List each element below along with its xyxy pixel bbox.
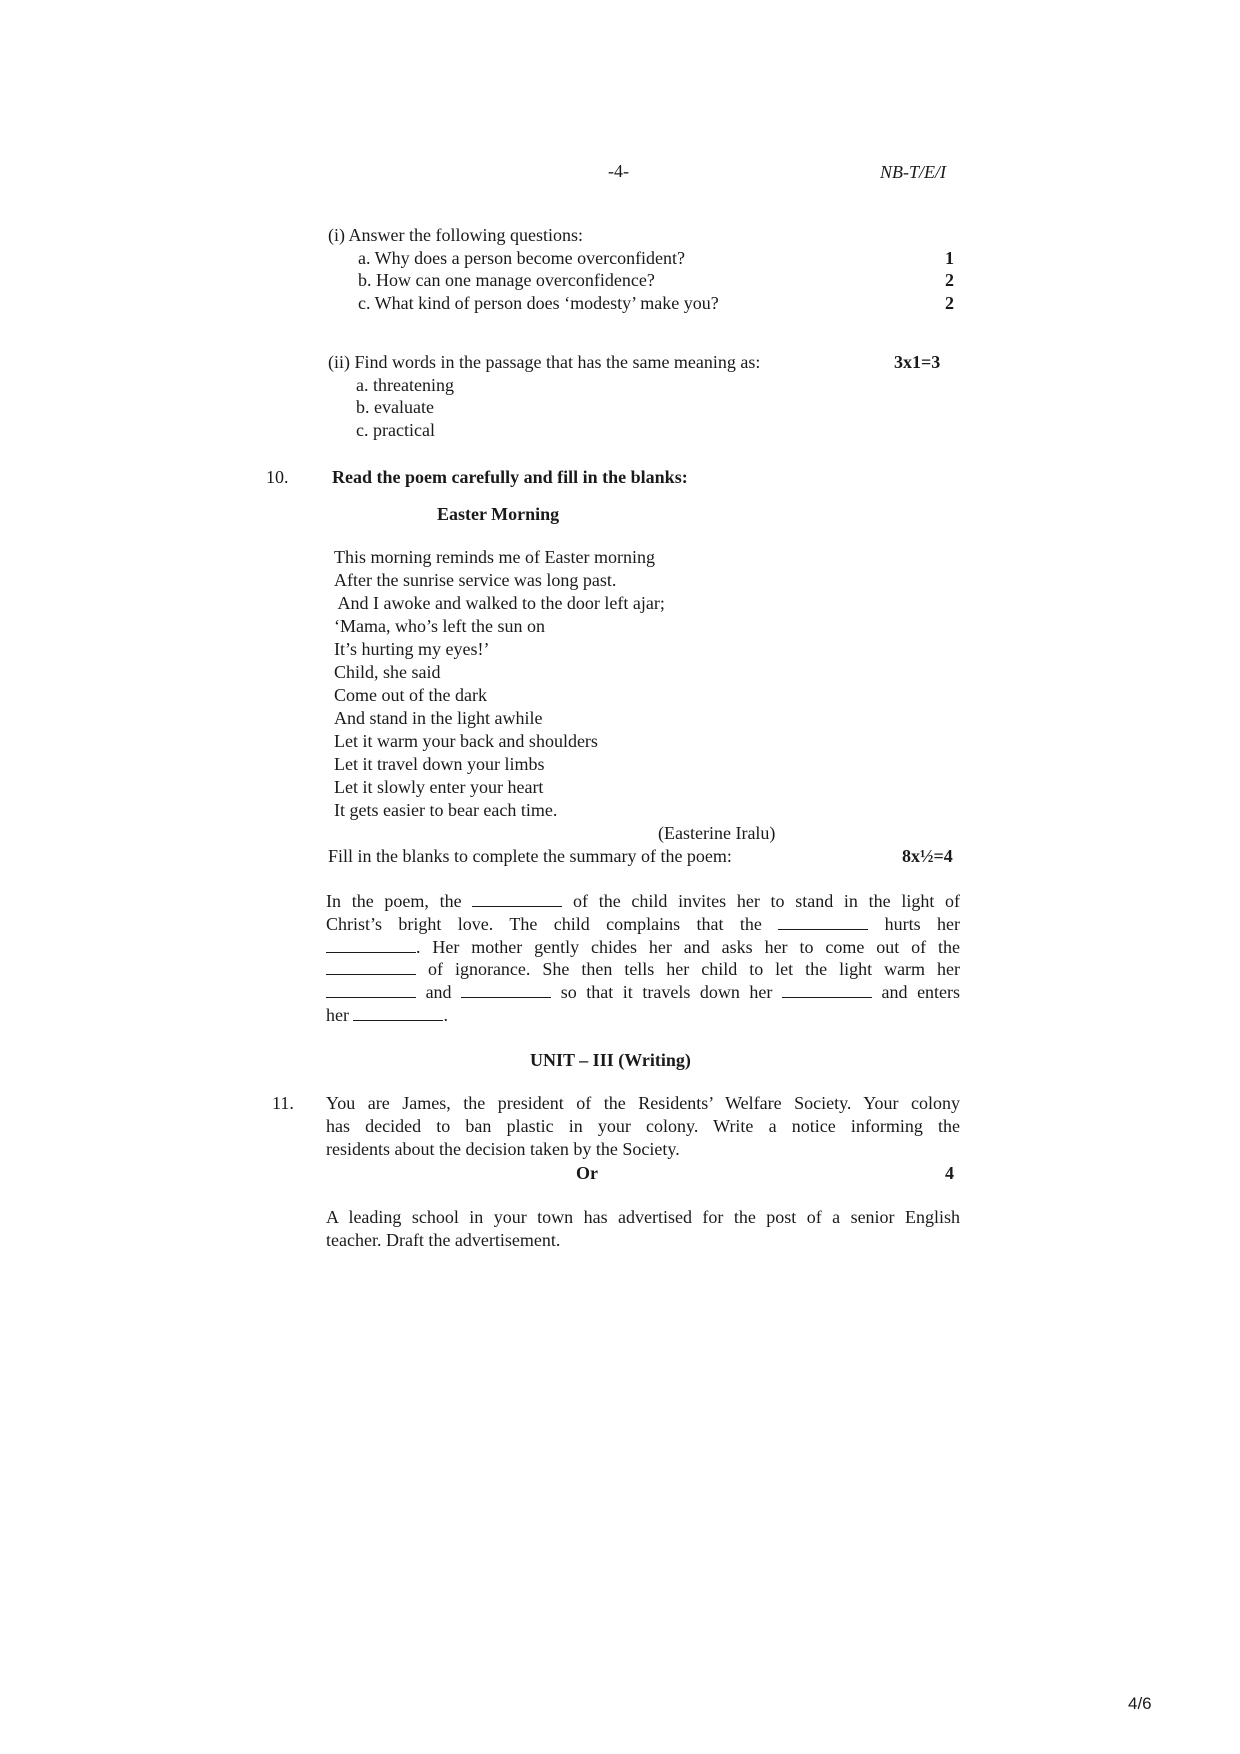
poem-line: It’s hurting my eyes!’ — [334, 639, 490, 659]
poem-line: Let it slowly enter your heart — [334, 777, 544, 797]
q-ii-item-a: a. threatening — [356, 375, 454, 395]
q11-marks: 4 — [945, 1163, 954, 1183]
q-ii-item-c: c. practical — [356, 420, 435, 440]
summary-line — [326, 958, 960, 981]
fill-marks: 8x½=4 — [902, 846, 953, 866]
blank-field[interactable] — [472, 890, 562, 907]
poem-line: Child, she said — [334, 662, 441, 682]
blank-field[interactable] — [778, 913, 868, 930]
blank-field[interactable] — [326, 936, 416, 953]
blank-field[interactable] — [461, 981, 551, 998]
summary-text: and enters — [881, 982, 961, 1003]
or-label: Or — [576, 1163, 598, 1183]
q-ii-marks: 3x1=3 — [894, 352, 941, 372]
poem-line: After the sunrise service was long past. — [334, 570, 617, 590]
blank-field[interactable] — [782, 981, 872, 998]
q-ii-title: (ii) Find words in the passage that has the same meaning as: — [328, 352, 761, 372]
q11-alt-text — [326, 1206, 960, 1252]
q10-number: 10. — [266, 467, 289, 487]
blank-field[interactable] — [353, 1004, 443, 1021]
summary-line — [326, 890, 960, 913]
q-i-item-a-marks: 1 — [945, 248, 954, 268]
fill-instruction: Fill in the blanks to complete the summary of the poem: — [328, 846, 732, 866]
poem-line: Let it warm your back and shoulders — [334, 731, 598, 751]
page-fraction: 4/6 — [1128, 1694, 1152, 1713]
q11-line: has decided to ban plastic in your colony. Write a notice informing the — [326, 1115, 960, 1136]
summary-line — [326, 913, 960, 936]
poem-line: This morning reminds me of Easter morning — [334, 547, 655, 567]
summary-text: so that it travels down her — [560, 982, 773, 1003]
paper-code: NB-T/E/I — [880, 162, 946, 182]
poem-line: ‘Mama, who’s left the sun on — [334, 616, 545, 636]
q11-alt-line: teacher. Draft the advertisement. — [326, 1229, 561, 1250]
unit-title: UNIT – III (Writing) — [530, 1050, 691, 1070]
q11-text — [326, 1092, 960, 1160]
summary-text: of ignorance. She then tells her child to let the light warm her — [427, 959, 961, 980]
q-ii-item-b: b. evaluate — [356, 397, 434, 417]
summary-line — [326, 936, 960, 959]
q-i-item-b: b. How can one manage overconfidence? — [358, 270, 655, 290]
poem-line: Come out of the dark — [334, 685, 487, 705]
q11-alt-line: A leading school in your town has advertised for the post of a senior English — [326, 1207, 960, 1227]
poem-line: And I awoke and walked to the door left ajar; — [334, 593, 665, 613]
summary-text: her — [326, 1004, 349, 1025]
page-label: -4- — [608, 161, 629, 181]
q11-line: You are James, the president of the Residents’ Welfare Society. Your colony — [326, 1093, 960, 1113]
summary-text: In the poem, the — [326, 891, 462, 911]
poem-summary — [326, 890, 960, 1027]
blank-field[interactable] — [326, 958, 416, 975]
poem-line: It gets easier to bear each time. — [334, 800, 558, 820]
summary-line — [326, 981, 960, 1004]
summary-text: . Her mother gently chides her and asks her to come out of the — [416, 936, 960, 957]
summary-line — [326, 1004, 960, 1027]
q10-instruction: Read the poem carefully and fill in the blanks: — [332, 467, 688, 487]
poem-title: Easter Morning — [437, 504, 560, 524]
q-i-item-a: a. Why does a person become overconfident? — [358, 248, 686, 268]
summary-text: of the child invites her to stand in the light of — [573, 891, 961, 911]
q-i-item-c: c. What kind of person does ‘modesty’ make you? — [358, 293, 719, 313]
summary-text: Christ’s bright love. The child complains that the — [326, 913, 762, 934]
q-i-item-b-marks: 2 — [945, 270, 954, 290]
summary-text: hurts her — [884, 913, 960, 934]
summary-text: . — [443, 1004, 448, 1025]
q-i-title: (i) Answer the following questions: — [328, 225, 583, 245]
q11-line: residents about the decision taken by the Society. — [326, 1138, 680, 1159]
q11-number: 11. — [272, 1093, 294, 1113]
blank-field[interactable] — [326, 981, 416, 998]
q-i-item-c-marks: 2 — [945, 293, 954, 313]
poem-line: Let it travel down your limbs — [334, 754, 545, 774]
poem-line: And stand in the light awhile — [334, 708, 543, 728]
poem-author: (Easterine Iralu) — [658, 823, 776, 843]
summary-text: and — [425, 982, 452, 1003]
